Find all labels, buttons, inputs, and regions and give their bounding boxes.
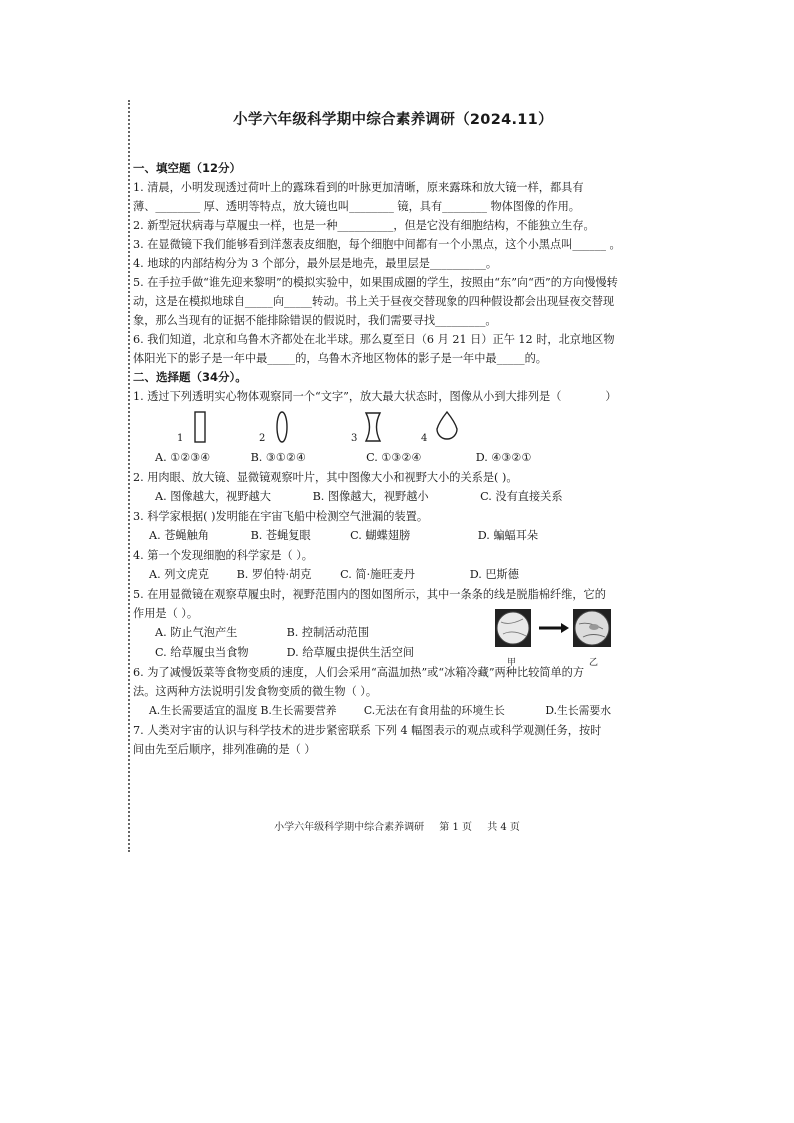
question-line: 薄、________ 厚、透明等特点，放大镜也叫________ 镜，具有________ 物体图像的作用。 [133, 200, 580, 213]
page-footer [0, 818, 794, 833]
option[interactable]: C.无法在有食用盐的环境生长 [363, 704, 505, 717]
exam-sheet [133, 108, 653, 759]
option[interactable]: A. ①②③④ [155, 451, 211, 464]
option[interactable]: A. 列文虎克 [149, 568, 209, 581]
concave-lens-icon [351, 410, 391, 444]
option[interactable]: A.生长需要适宜的温度 [149, 704, 258, 717]
question-line: 动，这是在模拟地球自_____向_____转动。书上关于昼夜交替现象的四种假设都会出现昼夜交替现 [133, 295, 615, 308]
shape-1 [177, 410, 217, 444]
figure-label-jia: 甲 [507, 658, 517, 668]
q3-options [133, 526, 653, 546]
option[interactable]: D.生长需要水 [545, 704, 611, 717]
shape-4 [421, 410, 465, 444]
question-line: 象，那么当现有的证据不能排除错误的假说时，我们需要寻找_________。 [133, 314, 497, 327]
q1-shapes-figure [133, 406, 653, 448]
convex-lens-icon [259, 410, 299, 444]
option[interactable]: D. 给草履虫提供生活空间 [286, 646, 415, 659]
shape-label: 2 [259, 433, 266, 444]
option[interactable]: C. 没有直接关系 [480, 490, 563, 503]
option[interactable]: C. ①③②④ [366, 451, 422, 464]
shape-label: 4 [421, 433, 428, 444]
question-line: 2. 新型冠状病毒与草履虫一样，也是一种__________，但是它没有细胞结构，不能独立生存。 [133, 219, 595, 232]
rectangle-block-icon [177, 410, 217, 444]
footer-page-number: 第 1 页 [439, 822, 472, 833]
q1-stem-text: 1. 透过下列透明实心物体观察同一个“文字”，放大最大状态时，图像从小到大排列是（ [133, 390, 562, 403]
option[interactable]: B. 控制活动范围 [286, 626, 370, 639]
option[interactable]: C. 给草履虫当食物 [155, 646, 249, 659]
footer-total-pages: 共 4 页 [487, 822, 520, 833]
question-line: 1. 清晨，小明发现透过荷叶上的露珠看到的叶脉更加清晰，原来露珠和放大镜一样，都具有 [133, 181, 584, 194]
question-line: 5. 在手拉手做“谁先迎来黎明”的模拟实验中，如果围成圈的学生，按照由“东”向“西”的方向慢慢转 [133, 276, 618, 289]
option[interactable]: A. 防止气泡产生 [155, 626, 238, 639]
question-line: 4. 地球的内部结构分为 3 个部分，最外层是地壳，最里层是__________。 [133, 257, 498, 270]
q2-stem: 2. 用肉眼、放大镜、显微镜观察叶片，其中图像大小和视野大小的关系是( )。 [133, 471, 518, 484]
option[interactable]: D. 蝙蝠耳朵 [477, 529, 539, 542]
q7-stem-line2: 间由先至后顺序，排列准确的是（ ） [133, 743, 316, 756]
option[interactable]: B. 图像越大，视野越小 [312, 490, 429, 503]
water-drop-icon [421, 410, 465, 444]
option[interactable]: B. ③①②④ [250, 451, 307, 464]
q1-paren-close: ） [605, 390, 617, 403]
section-choice-heading: 二、选择题（34分）。 [133, 370, 247, 384]
shape-2 [259, 410, 299, 444]
option[interactable]: B. 罗伯特·胡克 [236, 568, 312, 581]
shape-label: 3 [351, 433, 358, 444]
section-fill-in-heading: 一、填空题（12分） [133, 161, 242, 175]
q5-stem-line2: 作用是（ ）。 [133, 607, 199, 620]
question-line: 3. 在显微镜下我们能够看到洋葱表皮细胞，每个细胞中间都有一个小黑点，这个小黑点叫______ 。 [133, 238, 621, 251]
q4-options [133, 565, 653, 585]
q3-stem: 3. 科学家根据( )发明能在宇宙飞船中检测空气泄漏的装置。 [133, 510, 429, 523]
shape-label: 1 [177, 433, 184, 444]
microscope-view-images [493, 607, 625, 653]
q2-options [133, 487, 653, 507]
option[interactable]: A. 苍蝇触角 [149, 529, 209, 542]
question-line: 6. 我们知道，北京和乌鲁木齐都处在北半球。那么夏至日（6 月 21 日）正午 12 时，北京地区物 [133, 333, 615, 346]
q1-options [133, 448, 653, 468]
q5-block [133, 585, 653, 668]
q1-stem [133, 387, 653, 406]
option[interactable]: D. 巴斯德 [469, 568, 519, 581]
microscope-field-figure [493, 607, 625, 667]
option[interactable]: A. 图像越大，视野越大 [155, 490, 271, 503]
q6-stem-line1: 6. 为了减慢饭菜等食物变质的速度，人们会采用“高温加热”或“冰箱冷藏”两种比较简单的方 [133, 666, 585, 679]
binding-margin-line [128, 100, 130, 852]
q5-stem-line1: 5. 在用显微镜在观察草履虫时，视野范围内的图如图所示，其中一条条的线是脱脂棉纤维，它的 [133, 588, 606, 601]
question-line: 体阳光下的影子是一年中最_____的，乌鲁木齐地区物体的影子是一年中最_____的。 [133, 352, 547, 365]
q4-stem: 4. 第一个发现细胞的科学家是（ ）。 [133, 549, 313, 562]
shape-3 [351, 410, 391, 444]
option[interactable]: B.生长需要营养 [260, 704, 337, 717]
figure-label-yi: 乙 [589, 658, 599, 668]
footer-exam-name: 小学六年级科学期中综合素养调研 [274, 822, 425, 833]
option[interactable]: D. ④③②① [475, 451, 532, 464]
page-title: 小学六年级科学期中综合素养调研（2024.11） [233, 112, 553, 128]
option[interactable]: B. 苍蝇复眼 [250, 529, 311, 542]
q7-stem-line1: 7. 人类对宇宙的认识与科学技术的进步紧密联系 下列 4 幅图表示的观点或科学观测任务，按时 [133, 724, 602, 737]
option[interactable]: C. 蝴蝶翅膀 [350, 529, 411, 542]
q6-options [133, 701, 653, 721]
option[interactable]: C. 简·施旺麦丹 [340, 568, 415, 581]
q6-stem-line2: 法。这两种方法说明引发食物变质的微生物（ ）。 [133, 685, 378, 698]
